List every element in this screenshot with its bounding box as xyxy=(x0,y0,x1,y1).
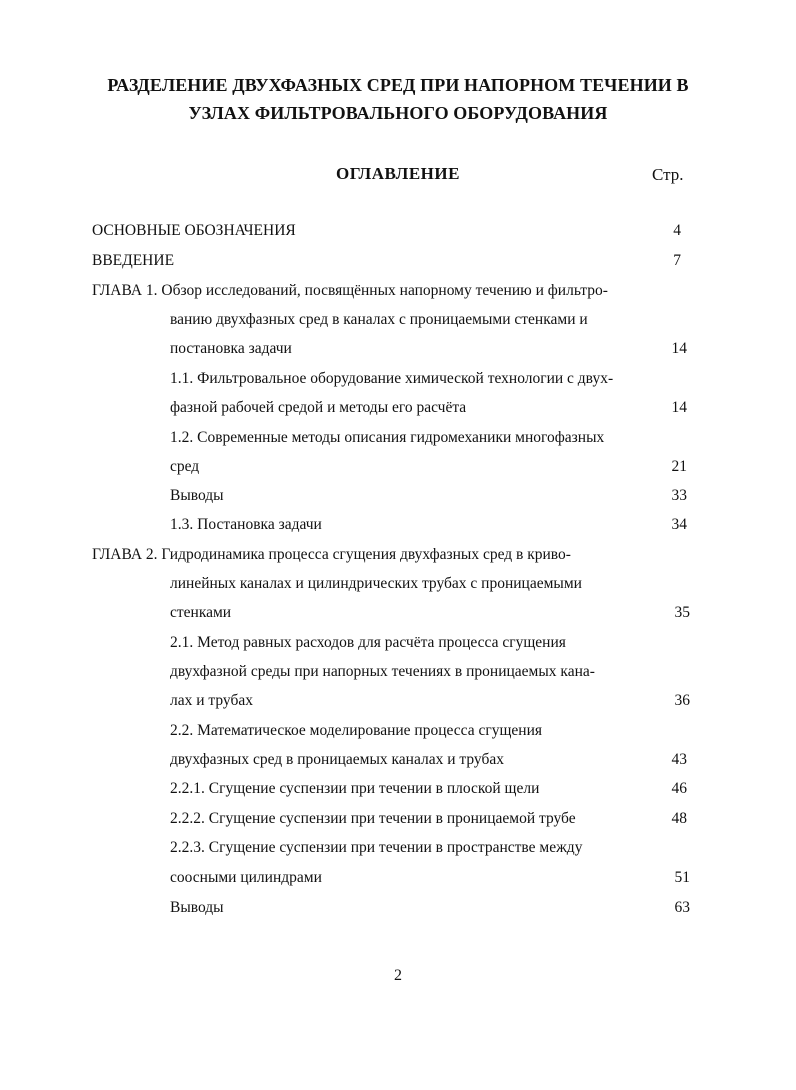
toc-entry-conclusions-2: Выводы xyxy=(170,899,224,916)
document-title-line1: РАЗДЕЛЕНИЕ ДВУХФАЗНЫХ СРЕД ПРИ НАПОРНОМ ТЕЧЕНИИ В xyxy=(107,75,689,95)
toc-entry-section-1-1-line1: 1.1. Фильтровальное оборудование химической технологии с двух- xyxy=(170,370,614,387)
toc-entry-section-2-2-1: 2.2.1. Сгущение суспензии при течении в плоской щели xyxy=(170,780,540,797)
toc-entry-chapter1-line1: ГЛАВА 1. Обзор исследований, посвящённых напорному течению и фильтро- xyxy=(92,282,608,299)
toc-entry-section-2-2-line1: 2.2. Математическое моделирование процесса сгущения xyxy=(170,722,542,739)
toc-entry-conclusions-1: Выводы xyxy=(170,487,224,504)
toc-page-main-symbols: 4 xyxy=(673,222,681,239)
toc-page-section-2-1: 36 xyxy=(674,692,690,709)
toc-entry-section-2-2-3-line2: соосными цилиндрами xyxy=(170,869,322,886)
toc-entry-section-2-2-2: 2.2.2. Сгущение суспензии при течении в проницаемой трубе xyxy=(170,810,576,827)
toc-page-section-2-2-1: 46 xyxy=(671,780,687,797)
toc-page-section-1-2: 21 xyxy=(671,458,687,475)
toc-page-intro: 7 xyxy=(673,252,681,269)
toc-page-section-2-2-2: 48 xyxy=(671,810,687,827)
toc-entry-section-1-1-line2: фазной рабочей средой и методы его расчёта xyxy=(170,399,467,416)
toc-entry-section-1-3: 1.3. Постановка задачи xyxy=(170,516,322,533)
toc-entry-chapter2-line3: стенками xyxy=(170,604,232,621)
toc-page-chapter2: 35 xyxy=(674,604,690,621)
toc-page-conclusions-1: 33 xyxy=(671,487,687,504)
page-number: 2 xyxy=(394,967,402,984)
toc-entry-section-1-2-line1: 1.2. Современные методы описания гидромеханики многофазных xyxy=(170,429,605,446)
toc-page-chapter1: 14 xyxy=(671,340,687,357)
page-column-label: Стр. xyxy=(652,165,684,184)
toc-entry-section-1-2-line2: сред xyxy=(170,458,200,475)
toc-entry-main-symbols: ОСНОВНЫЕ ОБОЗНАЧЕНИЯ xyxy=(92,222,296,239)
toc-entry-chapter1-line3: постановка задачи xyxy=(170,340,292,357)
toc-entry-chapter1-line2: ванию двухфазных сред в каналах с проницаемыми стенками и xyxy=(170,311,588,328)
toc-entry-intro: ВВЕДЕНИЕ xyxy=(92,252,175,269)
toc-entry-chapter2-line2: линейных каналах и цилиндрических трубах с проницаемыми xyxy=(170,575,582,592)
toc-page-section-2-2: 43 xyxy=(671,751,687,768)
toc-page-conclusions-2: 63 xyxy=(674,899,690,916)
toc-entry-section-2-1-line3: лах и трубах xyxy=(170,692,253,709)
toc-entry-section-2-2-line2: двухфазных сред в проницаемых каналах и трубах xyxy=(170,751,504,768)
toc-entry-section-2-1-line1: 2.1. Метод равных расходов для расчёта процесса сгущения xyxy=(170,634,566,651)
toc-page-section-2-2-3: 51 xyxy=(674,869,690,886)
toc-heading: ОГЛАВЛЕНИЕ xyxy=(336,164,460,183)
toc-entry-section-2-2-3-line1: 2.2.3. Сгущение суспензии при течении в пространстве между xyxy=(170,839,583,856)
document-title-line2: УЗЛАХ ФИЛЬТРОВАЛЬНОГО ОБОРУДОВАНИЯ xyxy=(188,103,608,123)
toc-entry-chapter2-line1: ГЛАВА 2. Гидродинамика процесса сгущения двухфазных сред в криво- xyxy=(92,546,571,563)
toc-page-section-1-3: 34 xyxy=(671,516,687,533)
toc-page-section-1-1: 14 xyxy=(671,399,687,416)
toc-entry-section-2-1-line2: двухфазной среды при напорных течениях в проницаемых кана- xyxy=(170,663,595,680)
